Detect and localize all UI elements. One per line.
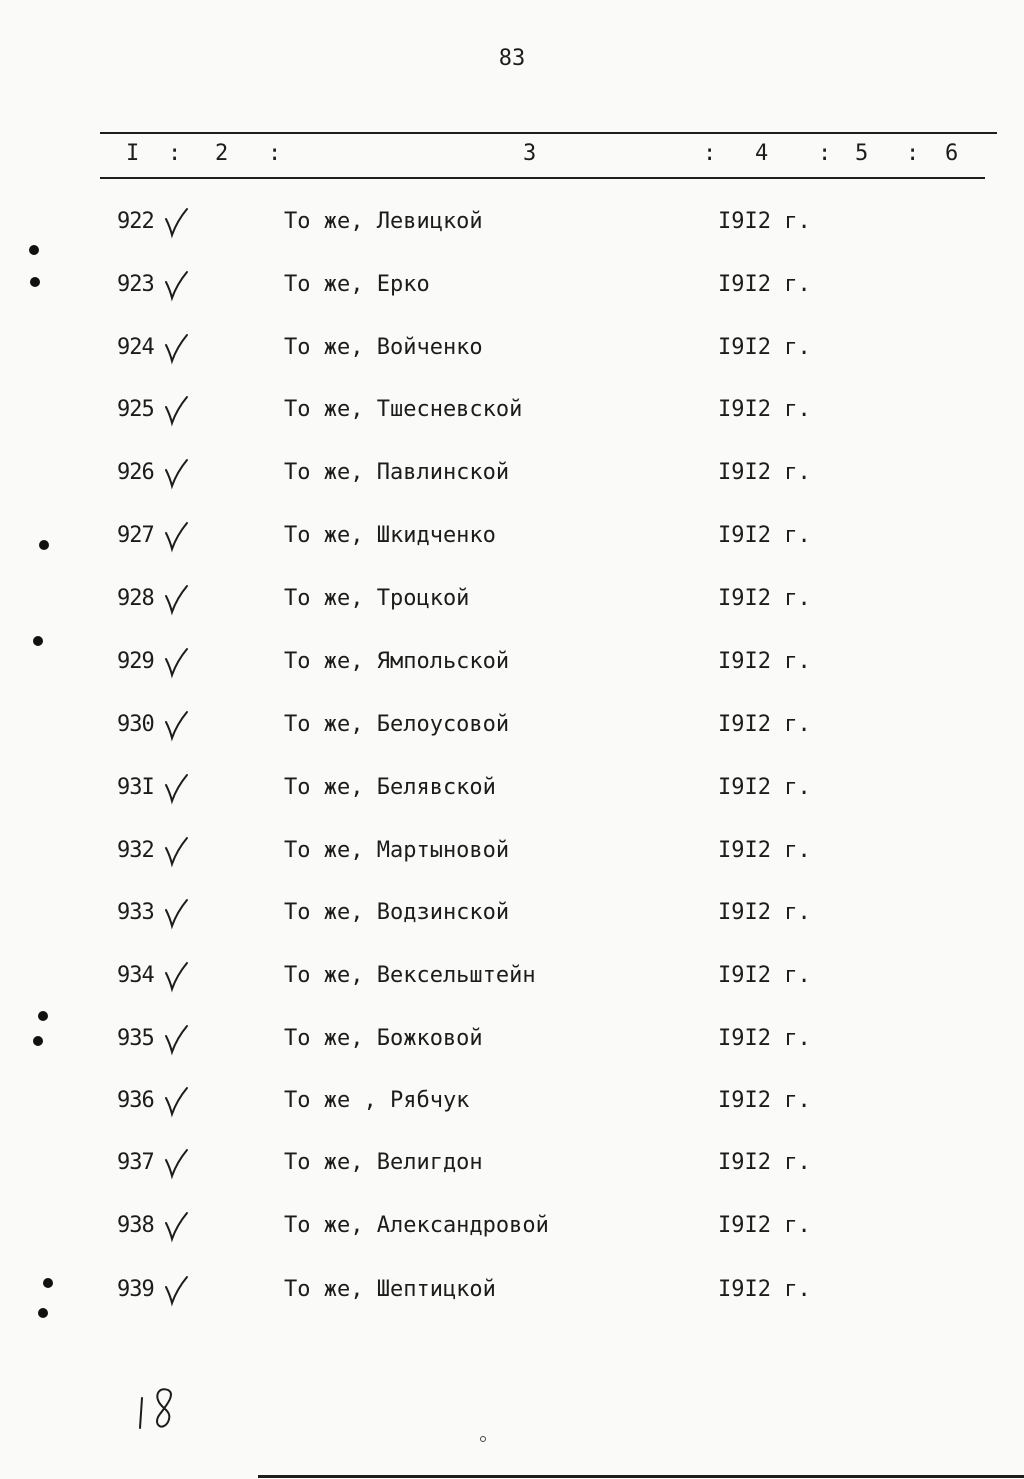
row-description: То же, Велигдон xyxy=(284,1150,483,1175)
row-description: То же, Левицкой xyxy=(284,209,483,234)
header-col1: I xyxy=(126,141,140,166)
row-year: I9I2 г. xyxy=(718,838,811,863)
table-row xyxy=(0,523,1024,563)
row-year: I9I2 г. xyxy=(718,1277,811,1302)
row-year: I9I2 г. xyxy=(718,397,811,422)
table-row xyxy=(0,1088,1024,1128)
header-separator: : xyxy=(818,141,832,166)
row-description: То же, Тшесневской xyxy=(284,397,523,422)
table-row xyxy=(0,649,1024,689)
row-number: 93I xyxy=(117,775,154,800)
row-number: 933 xyxy=(117,900,154,925)
header-col5: 5 xyxy=(855,141,869,166)
row-number: 939 xyxy=(117,1277,154,1302)
handwritten-note xyxy=(136,1384,186,1438)
punch-hole-mark xyxy=(38,1308,48,1318)
table-row xyxy=(0,460,1024,500)
row-description: То же, Александровой xyxy=(284,1213,549,1238)
row-year: I9I2 г. xyxy=(718,1213,811,1238)
punch-hole-mark xyxy=(33,1036,43,1046)
row-number: 923 xyxy=(117,272,154,297)
table-row xyxy=(0,1213,1024,1253)
table-row xyxy=(0,775,1024,815)
row-number: 925 xyxy=(117,397,154,422)
row-year: I9I2 г. xyxy=(718,272,811,297)
row-year: I9I2 г. xyxy=(718,1150,811,1175)
ink-dot xyxy=(480,1436,486,1442)
header-col6: 6 xyxy=(945,141,959,166)
row-number: 935 xyxy=(117,1026,154,1051)
checkmark-icon xyxy=(163,706,195,742)
checkmark-icon xyxy=(163,454,195,490)
header-separator: : xyxy=(703,141,717,166)
row-description: То же, Шкидченко xyxy=(284,523,496,548)
row-number: 922 xyxy=(117,209,154,234)
row-year: I9I2 г. xyxy=(718,523,811,548)
page-bottom-rule xyxy=(258,1475,1024,1478)
table-row xyxy=(0,1277,1024,1317)
table-row xyxy=(0,712,1024,752)
checkmark-icon xyxy=(163,1082,195,1118)
row-year: I9I2 г. xyxy=(718,586,811,611)
row-description: То же, Ерко xyxy=(284,272,430,297)
page-number: 83 xyxy=(498,46,526,71)
punch-hole-mark xyxy=(38,1011,48,1021)
checkmark-icon xyxy=(163,329,195,365)
row-description: То же, Белявской xyxy=(284,775,496,800)
row-description: То же , Рябчук xyxy=(284,1088,470,1113)
header-separator: : xyxy=(906,141,920,166)
row-number: 936 xyxy=(117,1088,154,1113)
table-row xyxy=(0,838,1024,878)
row-year: I9I2 г. xyxy=(718,1026,811,1051)
row-description: То же, Троцкой xyxy=(284,586,470,611)
row-year: I9I2 г. xyxy=(718,1088,811,1113)
checkmark-icon xyxy=(163,580,195,616)
row-description: То же, Мартыновой xyxy=(284,838,510,863)
row-number: 930 xyxy=(117,712,154,737)
checkmark-icon xyxy=(163,957,195,993)
row-description: То же, Вексельштейн xyxy=(284,963,536,988)
row-year: I9I2 г. xyxy=(718,712,811,737)
row-number: 934 xyxy=(117,963,154,988)
punch-hole-mark xyxy=(30,277,40,287)
row-number: 927 xyxy=(117,523,154,548)
header-col4: 4 xyxy=(755,141,769,166)
row-description: То же, Войченко xyxy=(284,335,483,360)
checkmark-icon xyxy=(163,391,195,427)
header-col3: 3 xyxy=(523,141,537,166)
checkmark-icon xyxy=(163,1207,195,1243)
row-number: 929 xyxy=(117,649,154,674)
table-row xyxy=(0,272,1024,312)
row-description: То же, Белоусовой xyxy=(284,712,510,737)
punch-hole-mark xyxy=(33,636,43,646)
punch-hole-mark xyxy=(43,1278,53,1288)
punch-hole-mark xyxy=(39,540,49,550)
checkmark-icon xyxy=(163,266,195,302)
checkmark-icon xyxy=(163,643,195,679)
checkmark-icon xyxy=(163,769,195,805)
table-row xyxy=(0,900,1024,940)
table-row xyxy=(0,335,1024,375)
checkmark-icon xyxy=(163,894,195,930)
checkmark-icon xyxy=(163,517,195,553)
row-description: То же, Шептицкой xyxy=(284,1277,496,1302)
header-separator: : xyxy=(168,141,182,166)
row-description: То же, Павлинской xyxy=(284,460,510,485)
checkmark-icon xyxy=(163,1020,195,1056)
punch-hole-mark xyxy=(29,245,39,255)
row-year: I9I2 г. xyxy=(718,460,811,485)
checkmark-icon xyxy=(163,1144,195,1180)
row-year: I9I2 г. xyxy=(718,209,811,234)
row-description: То же, Ямпольской xyxy=(284,649,510,674)
checkmark-icon xyxy=(163,203,195,239)
row-number: 928 xyxy=(117,586,154,611)
header-separator: : xyxy=(268,141,282,166)
row-number: 938 xyxy=(117,1213,154,1238)
table-row xyxy=(0,397,1024,437)
row-year: I9I2 г. xyxy=(718,775,811,800)
table-row xyxy=(0,1150,1024,1190)
table-row xyxy=(0,586,1024,626)
row-description: То же, Божковой xyxy=(284,1026,483,1051)
row-number: 932 xyxy=(117,838,154,863)
row-number: 937 xyxy=(117,1150,154,1175)
row-description: То же, Водзинской xyxy=(284,900,510,925)
row-year: I9I2 г. xyxy=(718,963,811,988)
table-row xyxy=(0,1026,1024,1066)
checkmark-icon xyxy=(163,832,195,868)
table-row xyxy=(0,963,1024,1003)
row-year: I9I2 г. xyxy=(718,649,811,674)
checkmark-icon xyxy=(163,1271,195,1307)
row-number: 926 xyxy=(117,460,154,485)
row-number: 924 xyxy=(117,335,154,360)
row-year: I9I2 г. xyxy=(718,900,811,925)
header-col2: 2 xyxy=(215,141,229,166)
table-row xyxy=(0,209,1024,249)
row-year: I9I2 г. xyxy=(718,335,811,360)
